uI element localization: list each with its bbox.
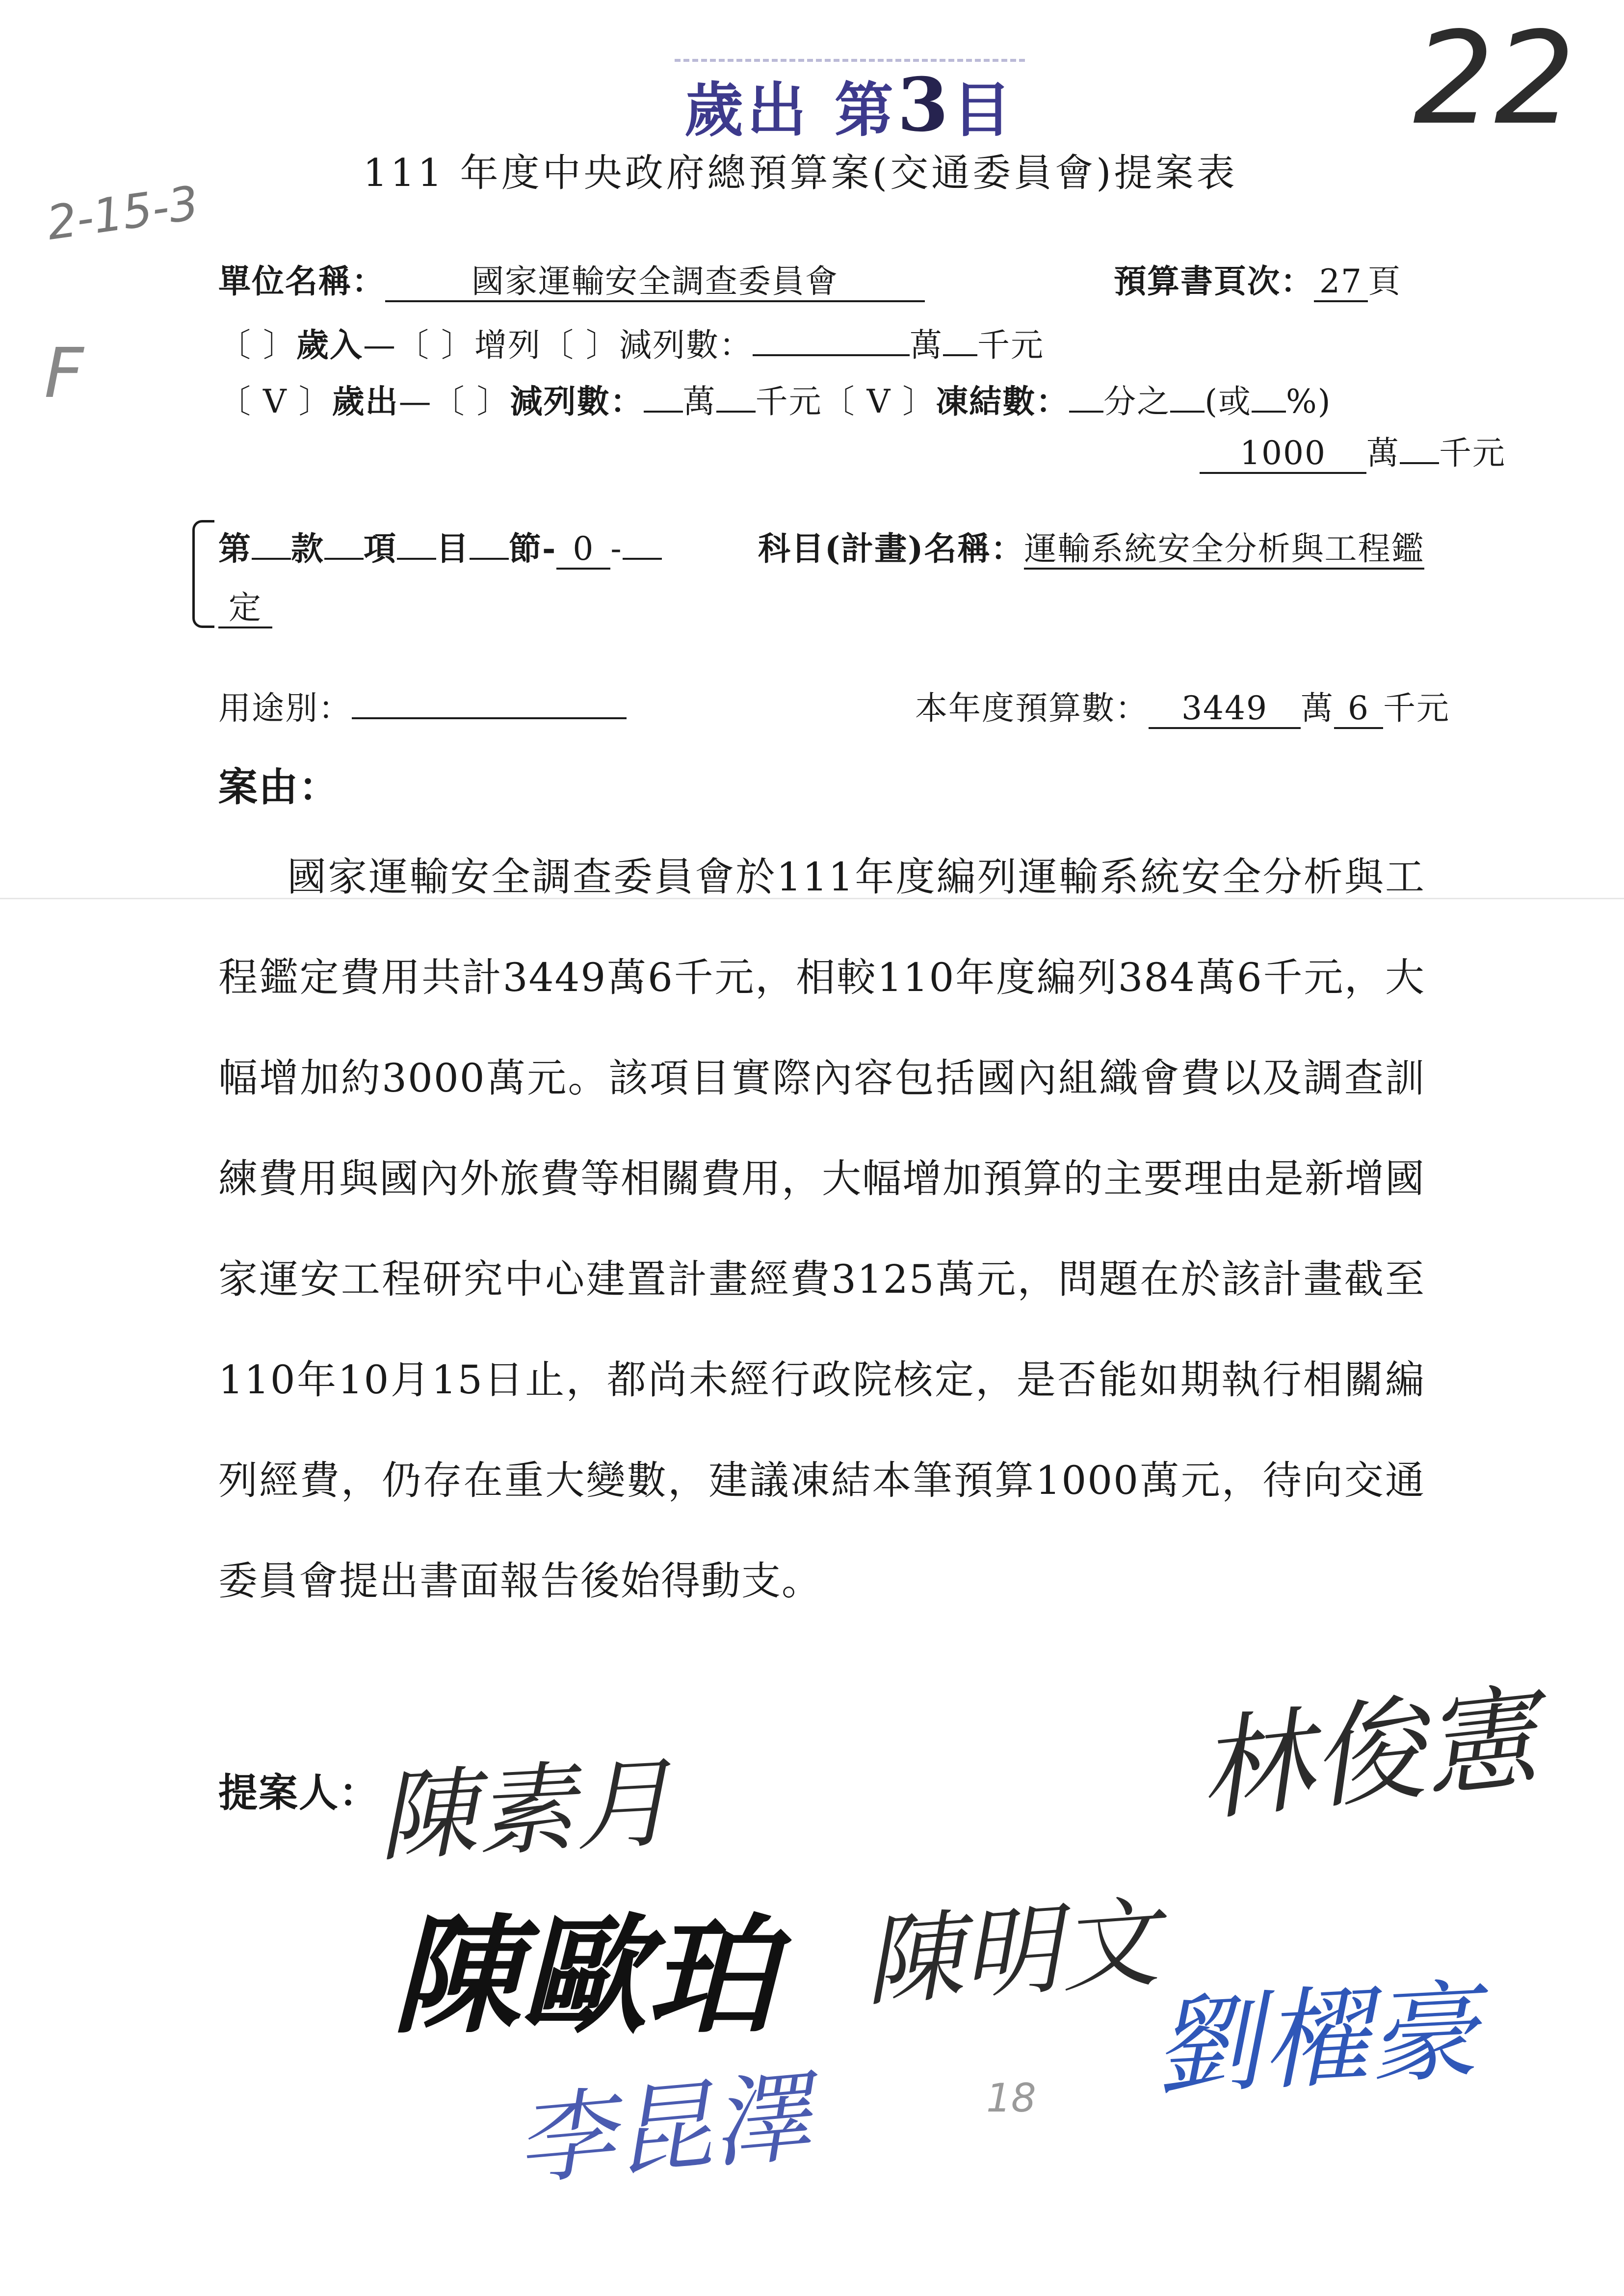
item-xiang-blank [397, 558, 436, 560]
subject-value-1: 運輸系統安全分析與工程鑑 [1024, 530, 1424, 570]
unit-label: 單位名稱： [218, 262, 385, 300]
reason-body [218, 827, 1425, 1631]
budget-page-value: 27 [1314, 263, 1368, 302]
revenue-dash: — [363, 326, 396, 364]
budget-amount-wan: 萬 [1301, 689, 1334, 727]
revenue-line [218, 319, 1044, 365]
freeze-amount-value: 1000 [1200, 435, 1366, 474]
expenditure-stamp [675, 59, 1025, 148]
page-title: 111 年度中央政府總預算案(交通委員會)提案表 [363, 151, 1238, 195]
item-jie-value: 0 [556, 530, 610, 570]
freeze-amount-wan: 萬 [1366, 434, 1400, 472]
subject-row [758, 522, 1424, 570]
freeze-percent-blank [1252, 411, 1286, 413]
freeze-percent: %) [1285, 383, 1332, 420]
item-mu-blank [470, 558, 509, 560]
expenditure-reduce-box: 〔 〕 [432, 383, 510, 420]
revenue-reduce-blank [753, 354, 910, 356]
expenditure-line [218, 375, 1331, 422]
stamp-suffix: 目 [952, 76, 1016, 145]
margin-note-handwritten: 2-15-3 [43, 176, 202, 251]
freeze-amount-row [1200, 427, 1506, 474]
freeze-or-open: (或 [1205, 383, 1252, 420]
budget-page-label: 預算書頁次： [1114, 262, 1314, 300]
item-line [218, 522, 662, 570]
freeze-denominator-blank [1069, 411, 1103, 413]
expenditure-dash: — [398, 383, 432, 420]
revenue-qian-yuan: 千元 [977, 326, 1044, 364]
item-kuan-blank [324, 558, 364, 560]
signature-5: 劉櫂豪 [1150, 1968, 1481, 2111]
budget-page-suffix: 頁 [1368, 262, 1401, 300]
reason-paragraph: 國家運輸安全調查委員會於111年度編列運輸系統安全分析與工程鑑定費用共計3449萬6千元，相較110年度編列384萬6千元，大幅增加約3000萬元。該項目實際內容包括國內組織會費以及調查訓練費用與國內外旅費等相關費用，大幅增加預算的主要理由是新增國家運安工程研究中心建置計畫經費3125萬元，問題在於該計畫截至110年10月15日止，都尚未經行政院核定，是否能如期執行相關編列經費，仍存在重大變數，建議凍結本筆預算1000萬元，待向交通委員會提出書面報告後始得動支。 [218, 854, 1425, 1604]
revenue-add-box: 〔 〕 [396, 326, 474, 364]
budget-amount-wan-value: 3449 [1149, 690, 1301, 729]
unit-row [218, 255, 925, 302]
revenue-wan: 萬 [909, 326, 943, 364]
budget-amount-qian-yuan: 千元 [1383, 689, 1450, 727]
expenditure-reduce-wan-blank [644, 411, 683, 413]
item-jie: 節- [509, 529, 557, 568]
expenditure-label: 歲出 [332, 382, 399, 420]
revenue-qian-blank [943, 354, 977, 356]
freeze-amount-qian-blank [1400, 462, 1439, 464]
item-di-blank [252, 558, 291, 560]
revenue-reduce-box: 〔 〕 [541, 326, 619, 364]
item-bracket [192, 520, 214, 628]
expenditure-wan: 萬 [682, 383, 716, 420]
freeze-fraction: 分之 [1103, 383, 1171, 420]
reason-label: 案由： [218, 764, 339, 810]
expenditure-checkbox: 〔 V 〕 [218, 383, 332, 420]
subject-label: 科目(計畫)名稱： [758, 529, 1024, 568]
unit-value: 國家運輸安全調查委員會 [385, 263, 925, 302]
budget-page-row [1114, 255, 1401, 302]
expenditure-reduce-qian-blank [716, 411, 756, 413]
revenue-label: 歲入 [296, 326, 363, 364]
expenditure-qian-yuan: 千元 [755, 383, 822, 420]
signature-1: 陳素月 [375, 1746, 676, 1876]
proposer-label: 提案人： [218, 1770, 379, 1816]
revenue-add-label: 增列 [474, 326, 541, 364]
revenue-reduce-label: 減列數： [619, 326, 753, 364]
item-dash-blank [623, 558, 662, 560]
usage-row [218, 682, 627, 729]
item-di: 第 [218, 529, 252, 568]
freeze-numerator-blank [1170, 411, 1205, 413]
pencil-note: 18 [986, 2075, 1036, 2121]
item-dash: - [610, 530, 623, 568]
subject-row-2 [218, 589, 272, 628]
budget-amount-qian-value: 6 [1334, 690, 1383, 729]
stamp-number: 3 [897, 62, 953, 148]
stamp-text: 歲出 第 [684, 76, 897, 145]
page-number-handwritten: 22 [1413, 5, 1575, 153]
usage-label: 用途別： [218, 689, 352, 727]
margin-mark-handwritten: F [44, 334, 84, 414]
freeze-label: 凍結數： [936, 382, 1070, 420]
signature-4: 陳明文 [860, 1885, 1162, 2020]
item-kuan: 款 [291, 529, 324, 568]
signature-6: 李昆澤 [511, 2060, 815, 2199]
freeze-amount-qian-yuan: 千元 [1439, 434, 1506, 472]
budget-amount-row [915, 682, 1450, 729]
expenditure-reduce-label: 減列數： [510, 382, 644, 420]
signature-3: 陳歐珀 [393, 1903, 775, 2051]
item-mu: 目 [436, 529, 470, 568]
budget-amount-label: 本年度預算數： [915, 689, 1149, 727]
usage-value [352, 717, 627, 719]
signature-2: 林俊憲 [1192, 1671, 1543, 1838]
subject-value-2: 定 [218, 589, 272, 628]
freeze-box: 〔 V 〕 [822, 383, 936, 420]
item-xiang: 項 [364, 529, 397, 568]
revenue-checkbox: 〔 〕 [218, 326, 296, 364]
